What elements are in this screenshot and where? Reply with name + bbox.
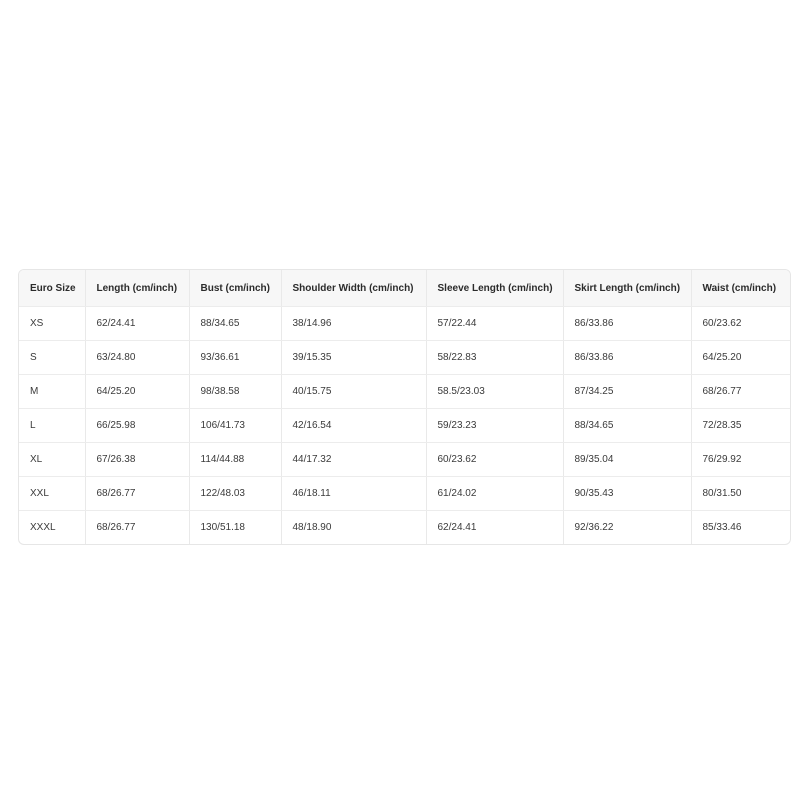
cell-length: 67/26.38 (85, 443, 189, 477)
header-waist: Waist (cm/inch) (691, 270, 790, 307)
table-row (19, 409, 790, 443)
cell-bust: 122/48.03 (189, 477, 281, 511)
cell-sleeve-length: 61/24.02 (426, 477, 563, 511)
cell-length: 66/25.98 (85, 409, 189, 443)
cell-skirt-length: 89/35.04 (563, 443, 691, 477)
cell-shoulder-width: 42/16.54 (281, 409, 426, 443)
cell-size: XL (19, 443, 85, 477)
cell-skirt-length: 87/34.25 (563, 375, 691, 409)
cell-size: XS (19, 307, 85, 341)
cell-length: 64/25.20 (85, 375, 189, 409)
cell-sleeve-length: 60/23.62 (426, 443, 563, 477)
table-row (19, 375, 790, 409)
cell-sleeve-length: 57/22.44 (426, 307, 563, 341)
cell-sleeve-length: 59/23.23 (426, 409, 563, 443)
cell-length: 63/24.80 (85, 341, 189, 375)
header-length: Length (cm/inch) (85, 270, 189, 307)
cell-waist: 76/29.92 (691, 443, 790, 477)
cell-bust: 88/34.65 (189, 307, 281, 341)
table-row (19, 307, 790, 341)
cell-shoulder-width: 40/15.75 (281, 375, 426, 409)
cell-skirt-length: 92/36.22 (563, 511, 691, 545)
cell-size: XXL (19, 477, 85, 511)
cell-shoulder-width: 38/14.96 (281, 307, 426, 341)
header-sleeve-length: Sleeve Length (cm/inch) (426, 270, 563, 307)
cell-sleeve-length: 58.5/23.03 (426, 375, 563, 409)
size-chart-card (18, 269, 791, 545)
table-row (19, 341, 790, 375)
cell-size: XXXL (19, 511, 85, 545)
cell-bust: 106/41.73 (189, 409, 281, 443)
cell-waist: 85/33.46 (702, 522, 742, 533)
size-chart-table (19, 270, 790, 544)
cell-size: M (19, 375, 85, 409)
cell-length: 68/26.77 (85, 477, 189, 511)
cell-shoulder-width: 48/18.90 (281, 511, 426, 545)
cell-skirt-length: 90/35.43 (563, 477, 691, 511)
cell-bust: 114/44.88 (189, 443, 281, 477)
header-euro-size: Euro Size (19, 270, 85, 307)
table-row (19, 511, 790, 545)
header-skirt-length: Skirt Length (cm/inch) (563, 270, 691, 307)
cell-skirt-length: 86/33.86 (563, 341, 691, 375)
cell-shoulder-width: 46/18.11 (281, 477, 426, 511)
cell-size: L (19, 409, 85, 443)
cell-waist: 60/23.62 (691, 307, 790, 341)
cell-length: 68/26.77 (85, 511, 189, 545)
cell-skirt-length: 88/34.65 (563, 409, 691, 443)
cell-skirt-length: 86/33.86 (563, 307, 691, 341)
cell-length: 62/24.41 (85, 307, 189, 341)
cell-waist: 72/28.35 (691, 409, 790, 443)
table-row (19, 443, 790, 477)
cell-sleeve-length: 62/24.41 (426, 511, 563, 545)
cell-bust: 130/51.18 (189, 511, 281, 545)
cell-bust: 93/36.61 (189, 341, 281, 375)
cell-waist: 80/31.50 (691, 477, 790, 511)
cell-shoulder-width: 44/17.32 (281, 443, 426, 477)
cell-sleeve-length: 58/22.83 (426, 341, 563, 375)
cell-waist: 64/25.20 (691, 341, 790, 375)
cell-size: S (19, 341, 85, 375)
table-row (19, 477, 790, 511)
cell-shoulder-width: 39/15.35 (281, 341, 426, 375)
header-shoulder-width: Shoulder Width (cm/inch) (281, 270, 426, 307)
header-bust: Bust (cm/inch) (189, 270, 281, 307)
cell-bust: 98/38.58 (189, 375, 281, 409)
cell-waist: 68/26.77 (691, 375, 790, 409)
table-header-row (19, 270, 790, 307)
